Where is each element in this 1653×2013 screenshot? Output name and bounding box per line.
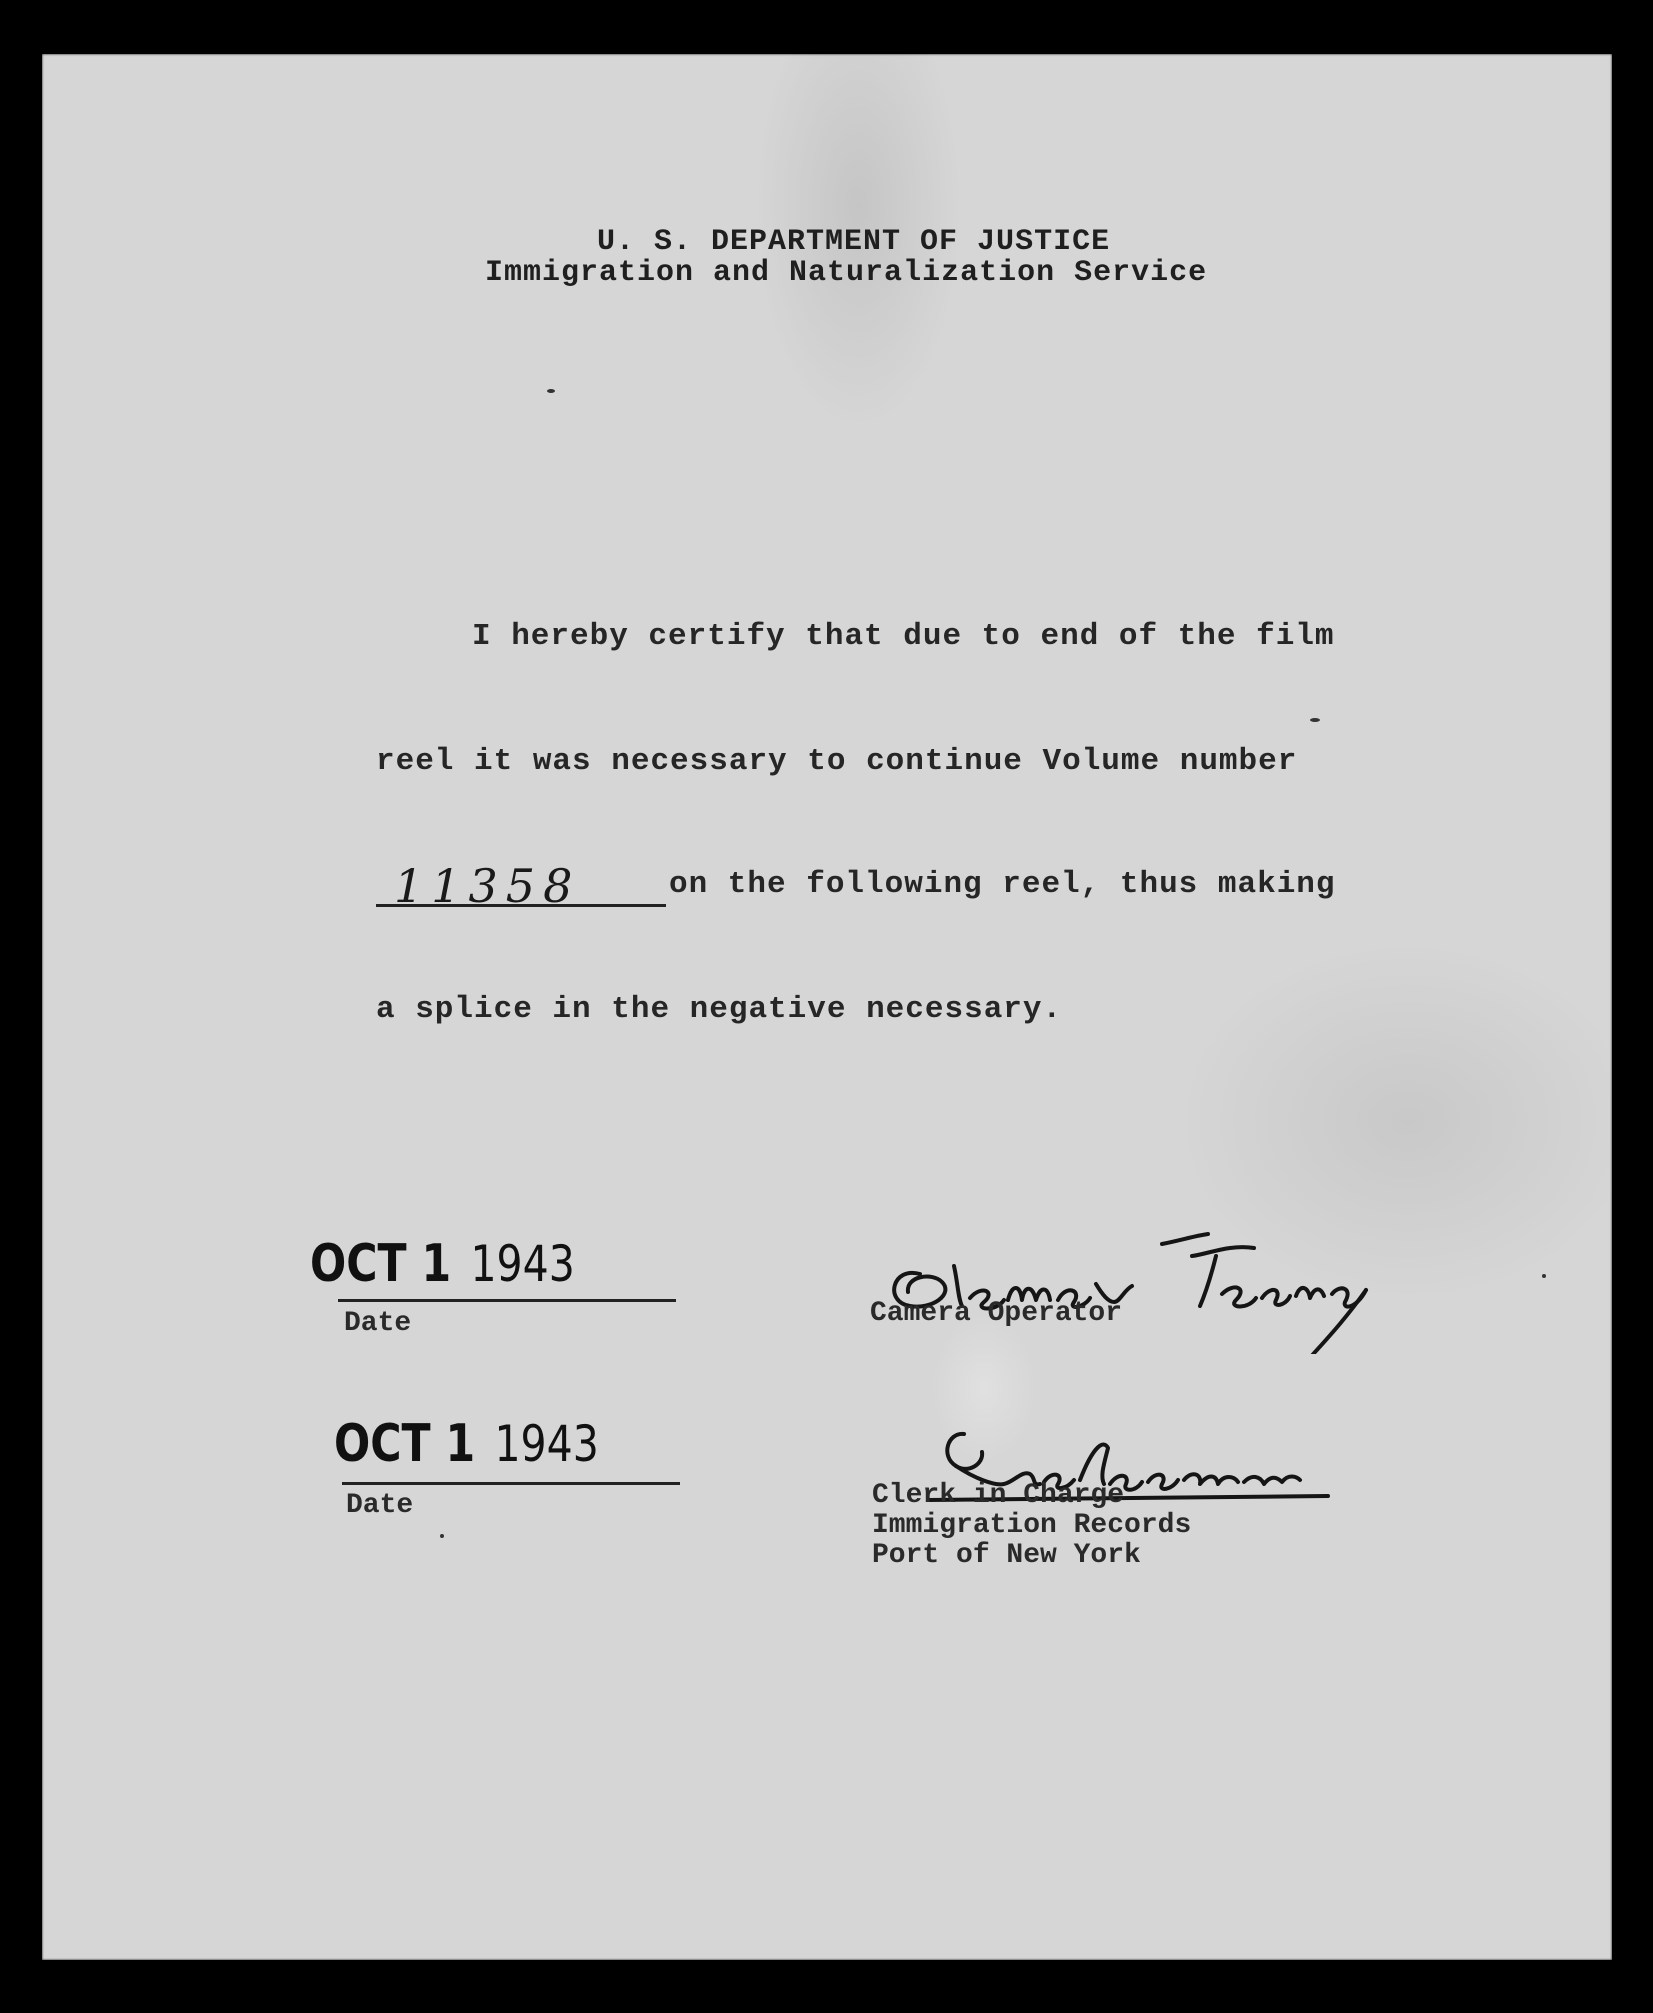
film-speck: [547, 389, 555, 393]
certificate-line-3: on the following reel, thus making: [669, 867, 1336, 902]
clerk-date-stamp-month: OCT 1: [334, 1414, 476, 1474]
camera-date-stamp-month: OCT 1: [310, 1234, 452, 1294]
camera-operator-label: Camera Operator: [870, 1298, 1123, 1329]
volume-number-handwritten: 11358: [394, 859, 581, 913]
clerk-date-stamp: [334, 1414, 599, 1474]
film-speck: [1542, 1274, 1546, 1278]
certificate-line-1: I hereby certify that due to end of the film: [472, 619, 1335, 654]
camera-date-label: Date: [344, 1308, 412, 1339]
camera-date-stamp: [310, 1234, 575, 1294]
film-speck: [440, 1534, 444, 1538]
film-speck: [1310, 718, 1320, 722]
clerk-date-line: [342, 1482, 680, 1485]
clerk-date-stamp-year: 1943: [494, 1415, 599, 1473]
camera-date-stamp-year: 1943: [470, 1235, 575, 1293]
camera-operator-signature: [862, 1214, 1422, 1354]
agency-title: U. S. DEPARTMENT OF JUSTICE: [597, 225, 1111, 259]
certificate-line-2: reel it was necessary to continue Volume number: [376, 744, 1298, 779]
clerk-role-line-2: Immigration Records: [872, 1510, 1192, 1541]
agency-subtitle: Immigration and Naturalization Service: [485, 256, 1208, 290]
clerk-role-line-1: Clerk in Charge: [872, 1480, 1125, 1511]
clerk-role-line-3: Port of New York: [872, 1540, 1141, 1571]
certificate-line-4: a splice in the negative necessary.: [376, 992, 1063, 1027]
document-sheet: [42, 54, 1612, 1960]
clerk-date-label: Date: [346, 1490, 414, 1521]
camera-date-line: [338, 1299, 676, 1302]
volume-number-underline: [376, 904, 666, 907]
